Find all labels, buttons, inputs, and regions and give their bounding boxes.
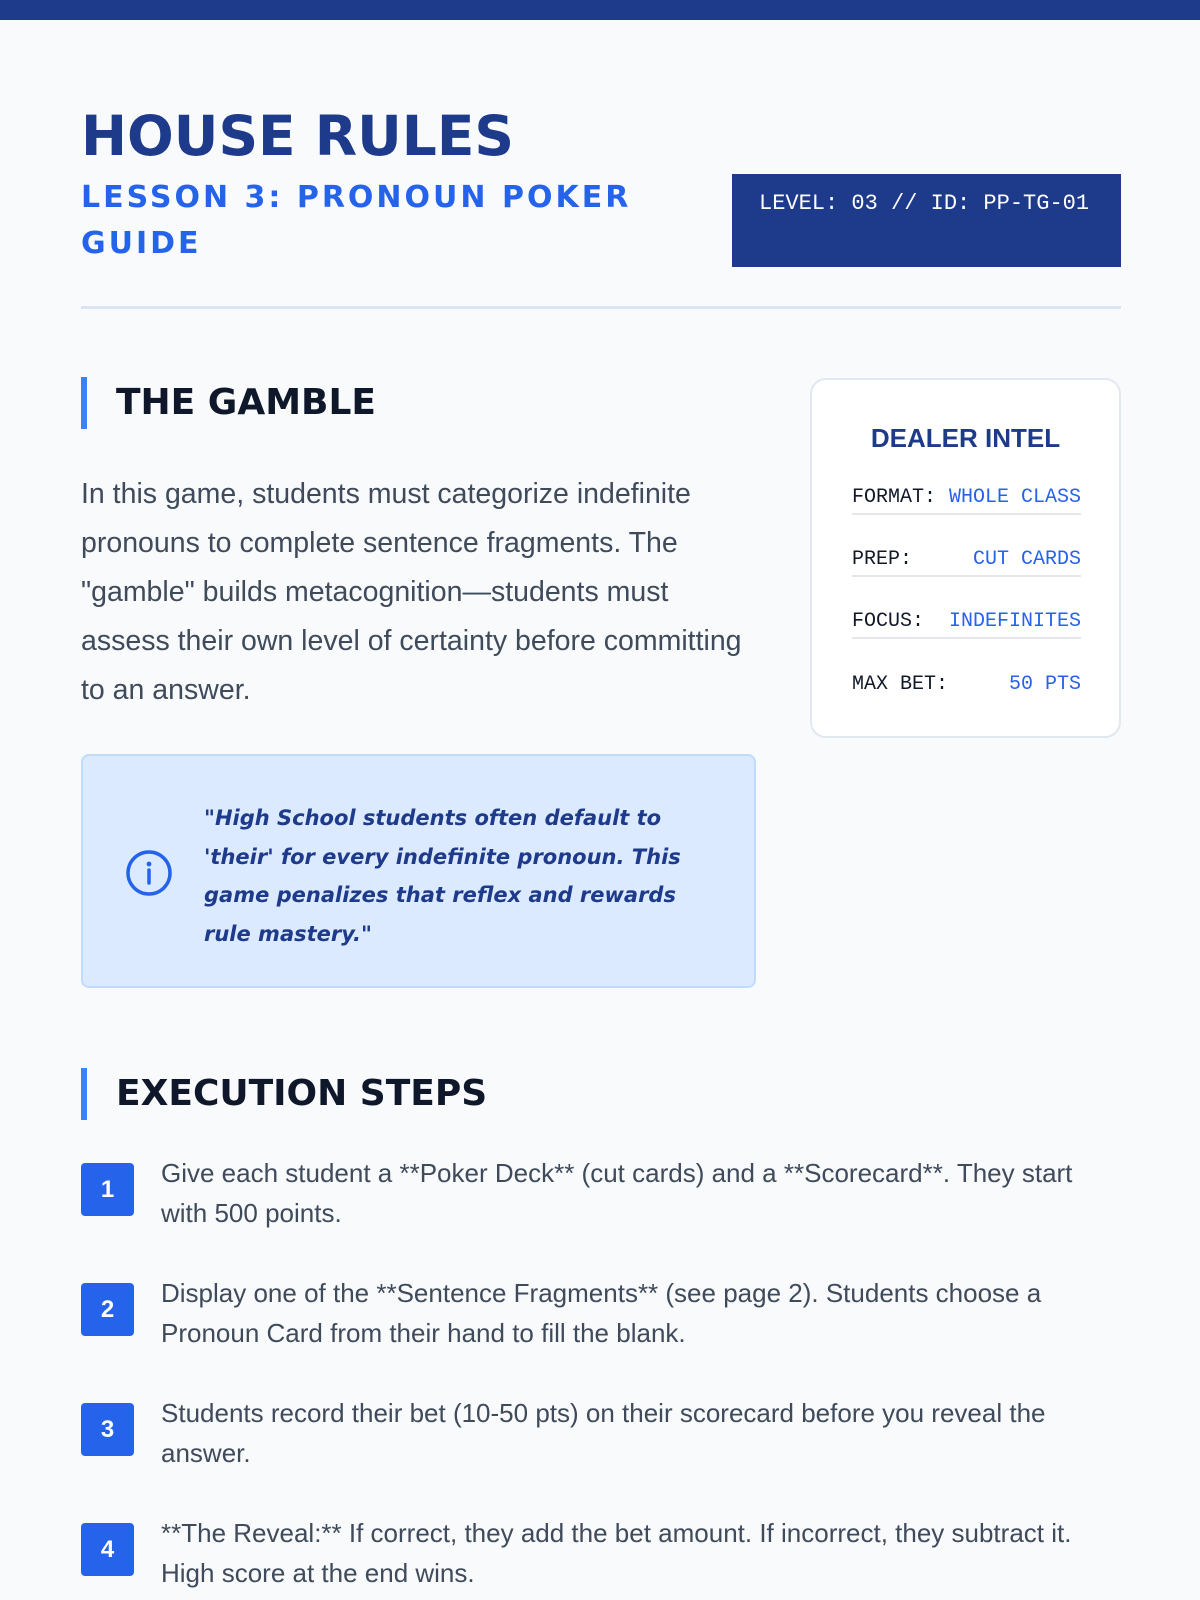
level-id-badge: LEVEL: 03 // ID: PP-TG-01 (732, 174, 1121, 267)
section-heading-execution: EXECUTION STEPS (81, 1068, 487, 1120)
intel-value: WHOLE CLASS (948, 485, 1081, 509)
step-number-badge: 4 (81, 1523, 134, 1576)
intel-key: MAX BET: (852, 672, 949, 696)
intel-key: PREP: (852, 547, 913, 571)
page-title: HOUSE RULES (81, 104, 515, 168)
intel-value: CUT CARDS (972, 547, 1081, 571)
gamble-description: In this game, students must categorize indefinite pronouns to complete sentence fragments. The "gamble" builds metacognition—students must assess their own level of certainty before committing to an answer. (81, 478, 742, 706)
header-divider (81, 306, 1121, 309)
intel-value: INDEFINITES (948, 609, 1081, 633)
section-heading-gamble: THE GAMBLE (81, 377, 376, 429)
intel-key: FOCUS: (852, 609, 925, 633)
step-text: Give each student a **Poker Deck** (cut cards) and a **Scorecard**. They start with 500 points. (161, 1158, 1073, 1228)
info-circle-icon (125, 849, 173, 897)
step-text: Display one of the **Sentence Fragments** (see page 2). Students choose a Pronoun Card from their hand to fill the blank. (161, 1278, 1042, 1348)
top-accent-bar (0, 0, 1200, 20)
dealer-intel-title: DEALER INTEL (870, 423, 1061, 453)
dealer-intel-card (810, 378, 1121, 738)
step-number-badge: 3 (81, 1403, 134, 1456)
intel-row-prep (852, 543, 1081, 577)
intel-row-max-bet (852, 667, 1081, 701)
step-text: **The Reveal:** If correct, they add the bet amount. If incorrect, they subtract it. High score at the end wins. (161, 1518, 1072, 1588)
step-number-badge: 1 (81, 1163, 134, 1216)
teacher-tip-callout (81, 754, 756, 988)
intel-key: FORMAT: (852, 485, 937, 509)
intel-row-format (852, 481, 1081, 515)
step-number-badge: 2 (81, 1283, 134, 1336)
lesson-subtitle: LESSON 3: PRONOUN POKER GUIDE (81, 180, 632, 261)
intel-value: 50 PTS (1008, 672, 1081, 696)
callout-quote: "High School students often default to 'their' for every indefinite pronoun. This game penalizes that reflex and rewards rule mastery." (204, 806, 681, 946)
step-text: Students record their bet (10-50 pts) on their scorecard before you reveal the answer. (161, 1398, 1046, 1468)
intel-row-focus (852, 605, 1081, 639)
